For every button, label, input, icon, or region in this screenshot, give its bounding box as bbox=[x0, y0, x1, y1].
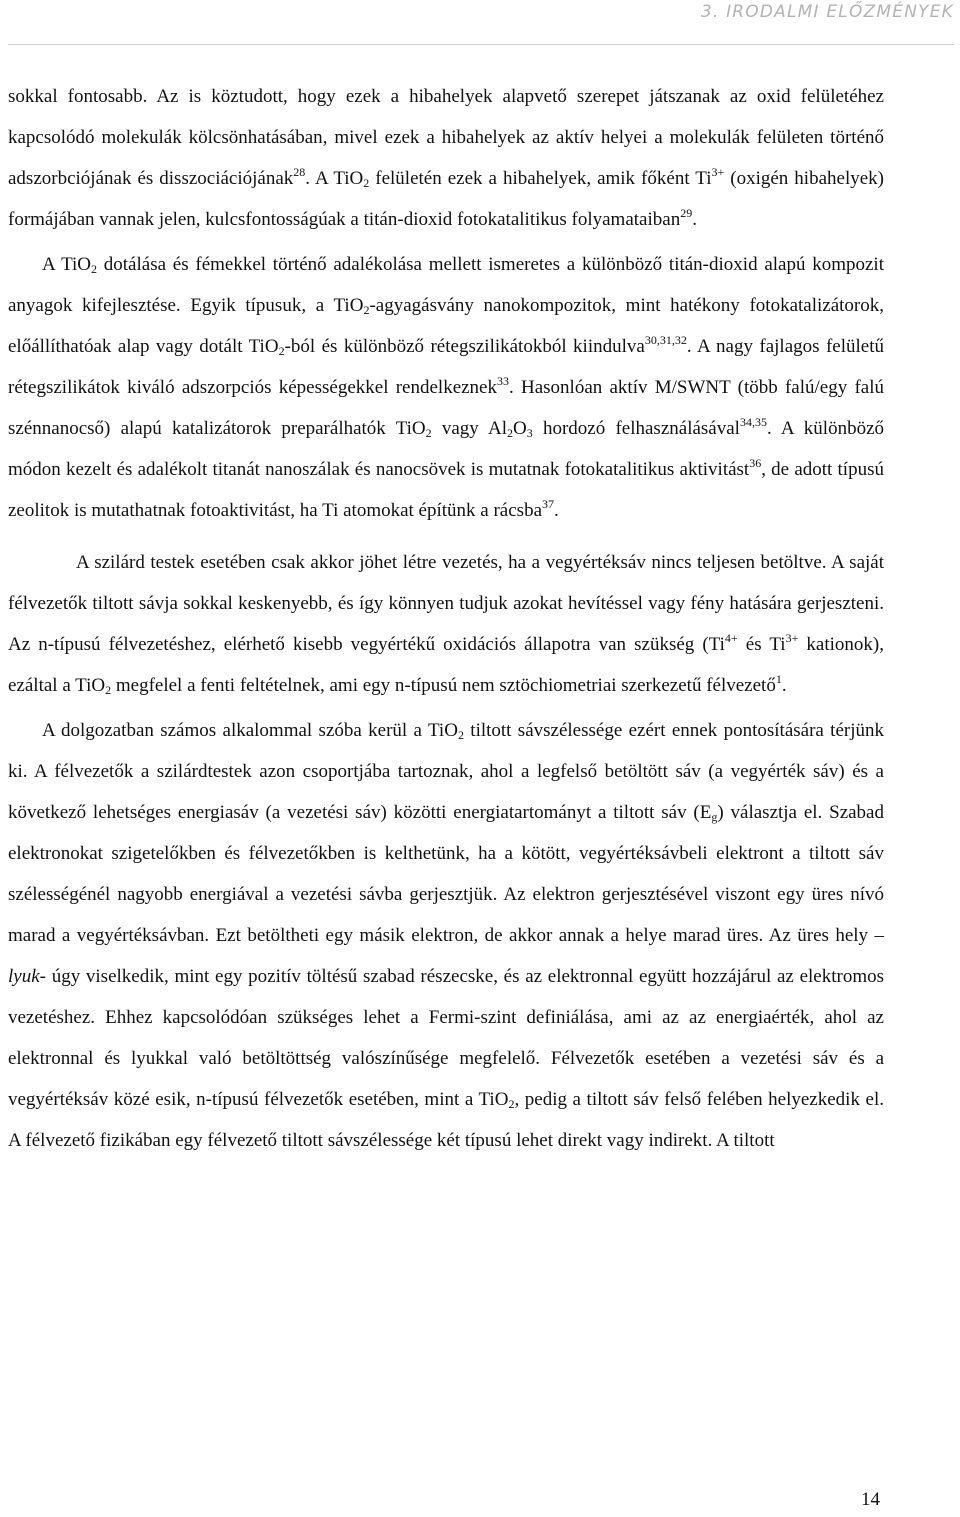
text-run: , de adott típusú zeolitok is mutathatnak fotoaktivitást, ha Ti atomokat építünk a rácsba bbox=[8, 459, 884, 521]
superscript: 3+ bbox=[785, 631, 799, 645]
header-rule bbox=[8, 44, 954, 45]
text-run: hordozó felhasználásával bbox=[532, 418, 740, 439]
superscript: 4+ bbox=[724, 631, 738, 645]
paragraph-composites bbox=[8, 244, 884, 531]
text-run: . A TiO bbox=[305, 168, 364, 189]
italic-term: lyuk bbox=[8, 966, 40, 987]
text-run: vagy Al bbox=[431, 418, 507, 439]
subscript: 2 bbox=[508, 1097, 515, 1111]
text-run: . bbox=[692, 209, 697, 230]
subscript: 2 bbox=[91, 262, 98, 276]
superscript: 28 bbox=[293, 165, 306, 179]
superscript: 33 bbox=[497, 374, 509, 388]
text-run: és Ti bbox=[737, 634, 786, 655]
text-run: O bbox=[513, 418, 527, 439]
text-run: ) választja el. Szabad elektronokat szigetelőkben és félvezetőkben is kelthetünk, ha a kötött, vegyértéksávbeli elektront a tiltott sáv szélességénél nagyobb energiával a vezetési sávba gerjesztjük. Az elektron gerjesztésével viszont egy üres nívó marad a vegyértéksávban. Ezt betöltheti egy másik elektron, de akkor annak a helye marad üres. Az üres hely – bbox=[8, 802, 884, 946]
text-run: sokkal fontosabb. Az is köztudott, hogy ezek a hibahelyek alapvető szerepet játszanak az oxid felületéhez kapcsolódó molekulák kölcsönhatásában, mivel ezek a hibahelyek az aktív helyei a molekulák felületen történő adszorbciójának és disszociációjának bbox=[8, 86, 884, 189]
superscript: 30,31,32 bbox=[644, 333, 687, 347]
superscript: 34,35 bbox=[739, 415, 767, 429]
text-run: tiltott sávszélessége ezért ennek pontosítására térjünk ki. A félvezetők a szilárdtestek azon csoportjába tartoznak, ahol a legfelső betöltött sáv (a vegyérték sáv) és a következő lehetséges energiasáv (a vezetési sáv) közötti energiatartományt a tiltott sáv (E bbox=[8, 720, 885, 823]
text-run: . bbox=[781, 675, 787, 696]
body-text bbox=[8, 76, 884, 1161]
subscript: 2 bbox=[425, 426, 432, 440]
paragraph-conduction bbox=[8, 542, 884, 706]
text-run: A szilárd testek esetében csak akkor jöhet létre vezetés, ha a vegyértéksáv nincs teljesen betöltve. A saját félvezetők tiltott sávja sokkal keskenyebb, és így könnyen tudjuk azokat hevítéssel vagy fény hatására gerjeszteni. Az n-típusú félvezetéshez, elérhető kisebb vegyértékű oxidációs állapotra van szükség (Ti bbox=[8, 552, 884, 655]
subscript: g bbox=[711, 810, 718, 824]
text-run: felületén ezek a hibahelyek, amik főként Ti bbox=[369, 168, 712, 189]
text-run: (oxigén hibahelyek) formájában vannak jelen, kulcsfontosságúak a titán-dioxid fotokatalitikus folyamataiban bbox=[8, 168, 884, 230]
subscript: 3 bbox=[526, 426, 533, 440]
superscript: 29 bbox=[680, 206, 693, 220]
superscript: 36 bbox=[749, 456, 762, 470]
paragraph-defect-sites bbox=[8, 76, 884, 240]
text-run: . bbox=[554, 500, 559, 521]
text-run: A dolgozatban számos alkalommal szóba kerül a TiO bbox=[42, 720, 458, 741]
subscript: 2 bbox=[278, 344, 285, 358]
subscript: 2 bbox=[507, 426, 513, 440]
subscript: 2 bbox=[457, 728, 464, 742]
text-run: . A különböző módon kezelt és adalékolt titanát nanoszálak és nanocsövek is mutatnak fotokatalitikus aktivitást bbox=[8, 418, 885, 480]
text-run: -agyagásvány nanokompozitok, mint hatékony fotokatalizátorok, előállíthatóak alap vagy dotált TiO bbox=[8, 295, 884, 357]
running-header-chapter-title: 3. IRODALMI ELŐZMÉNYEK bbox=[700, 2, 954, 22]
paragraph-band-gap bbox=[8, 710, 884, 1161]
text-run: . Hasonlóan aktív M/SWNT (több falú/egy falú szénnanocső) alapú katalizátorok preparálhatók TiO bbox=[8, 377, 884, 439]
superscript: 1 bbox=[775, 672, 782, 686]
subscript: 2 bbox=[105, 683, 112, 697]
page-number: 14 bbox=[861, 1489, 880, 1510]
superscript: 37 bbox=[542, 497, 555, 511]
superscript: 3+ bbox=[711, 165, 725, 179]
text-run: , pedig a tiltott sáv felső felében helyezkedik el. A félvezető fizikában egy félvezető tiltott sávszélessége két típusú lehet direkt vagy indirekt. A tiltott bbox=[8, 1089, 884, 1151]
text-run: - úgy viselkedik, mint egy pozitív töltésű szabad részecske, és az elektronnal együtt hozzájárul az elektromos vezetéshez. Ehhez kapcsolódóan szükséges lehet a Fermi-szint definiálása, ami az az energiaérték, ahol az elektronnal és lyukkal való betöltöttség valószínűsége megfelelő. Félvezetők esetében a vezetési sáv és a vegyértéksáv közé esik, n-típusú félvezetők esetében, mint a TiO bbox=[8, 966, 884, 1110]
text-run: dotálása és fémekkel történő adalékolása mellett ismeretes a különböző titán-dioxid alapú kompozit anyagok kifejlesztése. Egyik típusuk, a TiO bbox=[8, 254, 884, 316]
subscript: 2 bbox=[363, 176, 370, 190]
text-run: A TiO bbox=[42, 254, 92, 275]
text-run: megfelel a fenti feltételnek, ami egy n-típusú nem sztöchiometriai szerkezetű félvezető bbox=[111, 675, 776, 696]
text-run: -ból és különböző rétegszilikátokból kiindulva bbox=[284, 336, 645, 357]
text-run: kationok), ezáltal a TiO bbox=[8, 634, 884, 696]
text-run: . A nagy fajlagos felületű rétegszilikátok kiváló adszorpciós képességekkel rendelkeznek bbox=[8, 336, 884, 398]
subscript: 2 bbox=[363, 303, 370, 317]
